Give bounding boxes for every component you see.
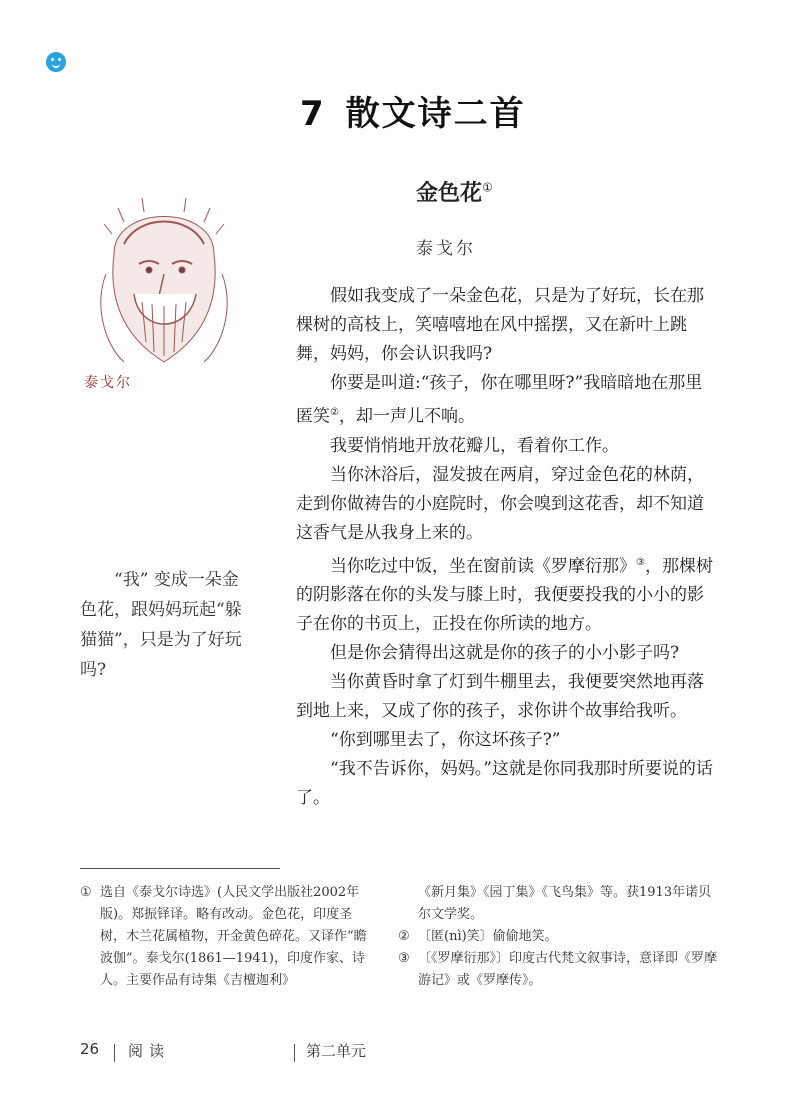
paragraph-text: ，却一声儿不响。	[338, 406, 475, 427]
footnote-mark: ①	[80, 885, 92, 900]
paragraph: “我不告诉你，妈妈。”这就是你同我那时所要说的话了。	[296, 759, 713, 809]
lesson-number: 7	[300, 94, 326, 134]
paragraph	[296, 369, 716, 432]
footnote-ref: ③	[636, 556, 645, 568]
footnote	[80, 882, 370, 992]
footnote-mark: ②	[398, 929, 410, 944]
footer-unit: 第二单元	[306, 1042, 367, 1060]
paragraph: 当你黄昏时拿了灯到牛棚里去，我便要突然地再落到地上来，又成了你的孩子，求你讲个故事给我听。	[296, 672, 704, 722]
paragraph-text: ，那棵树的阴影落在你的头发与膝上时，我便要投我的小小的影子在你的书页上，正投在你所读的地方。	[296, 556, 713, 635]
page-number: 26	[80, 1040, 100, 1058]
footnote	[398, 948, 718, 992]
footnotes-left-column	[80, 882, 370, 992]
paragraph: 我要悄悄地开放花瓣儿，看着你工作。	[330, 435, 619, 456]
footnote-text: 选自《泰戈尔诗选》(人民文学出版社2002年版)。郑振铎译。略有改动。金色花，印度圣树，木兰花属植物，开金黄色碎花。又译作“瞻波伽”。泰戈尔(1861—1941)，印度作家、诗人。主要作品有诗集《吉檀迦利》	[100, 885, 367, 988]
poem-author: 泰戈尔	[416, 239, 476, 259]
paragraph-text: 当你吃过中饭，坐在窗前读《罗摩衍那》	[330, 556, 636, 577]
author-portrait	[84, 184, 244, 364]
footnote-mark: ③	[398, 951, 410, 966]
smiley-icon	[46, 52, 66, 72]
page-footer	[80, 1040, 720, 1070]
poem-body	[296, 282, 716, 813]
side-note-text: “我” 变成一朵金色花，跟妈妈玩起“躲猫猫”，只是为了好玩吗?	[80, 570, 242, 680]
paragraph	[296, 548, 716, 640]
footnote-continuation: 《新月集》《园丁集》《飞鸟集》等。获1913年诺贝尔文学奖。	[418, 885, 712, 922]
side-note	[80, 565, 252, 685]
lesson-title	[300, 86, 600, 135]
footer-section: 阅读	[128, 1042, 171, 1060]
paragraph: 假如我变成了一朵金色花，只是为了好玩，长在那棵树的高枝上，笑嘻嘻地在风中摇摆，又在新叶上跳舞，妈妈，你会认识我吗?	[296, 286, 704, 364]
poem-title-text: 金色花	[416, 181, 483, 206]
footnotes-right-column	[398, 882, 718, 992]
footnote-divider	[80, 868, 280, 869]
footer-divider	[294, 1044, 295, 1062]
lesson-title-text: 散文诗二首	[345, 94, 526, 134]
paragraph: 当你沐浴后，湿发披在两肩，穿过金色花的林荫，走到你做祷告的小庭院时，你会嗅到这花香，却不知道这香气是从我身上来的。	[296, 464, 704, 543]
paragraph-text: 你要是叫道:“孩子，你在哪里呀?”我暗暗地在那里匿笑	[296, 373, 703, 427]
footer-divider	[114, 1044, 115, 1062]
footnote-text: 〔《罗摩衍那》〕印度古代梵文叙事诗，意译即《罗摩游记》或《罗摩传》。	[418, 951, 718, 988]
paragraph: “你到哪里去了，你这坏孩子?”	[330, 730, 561, 751]
portrait-caption: 泰戈尔	[84, 375, 132, 391]
footnote-text: 〔匿(nì)笑〕偷偷地笑。	[418, 929, 558, 944]
footnote	[398, 926, 718, 948]
poem-note-ref: ①	[482, 180, 493, 195]
footnote-ref: ②	[330, 407, 339, 418]
poem-title	[416, 176, 493, 207]
paragraph: 但是你会猜得出这就是你的孩子的小小影子吗?	[330, 643, 680, 664]
